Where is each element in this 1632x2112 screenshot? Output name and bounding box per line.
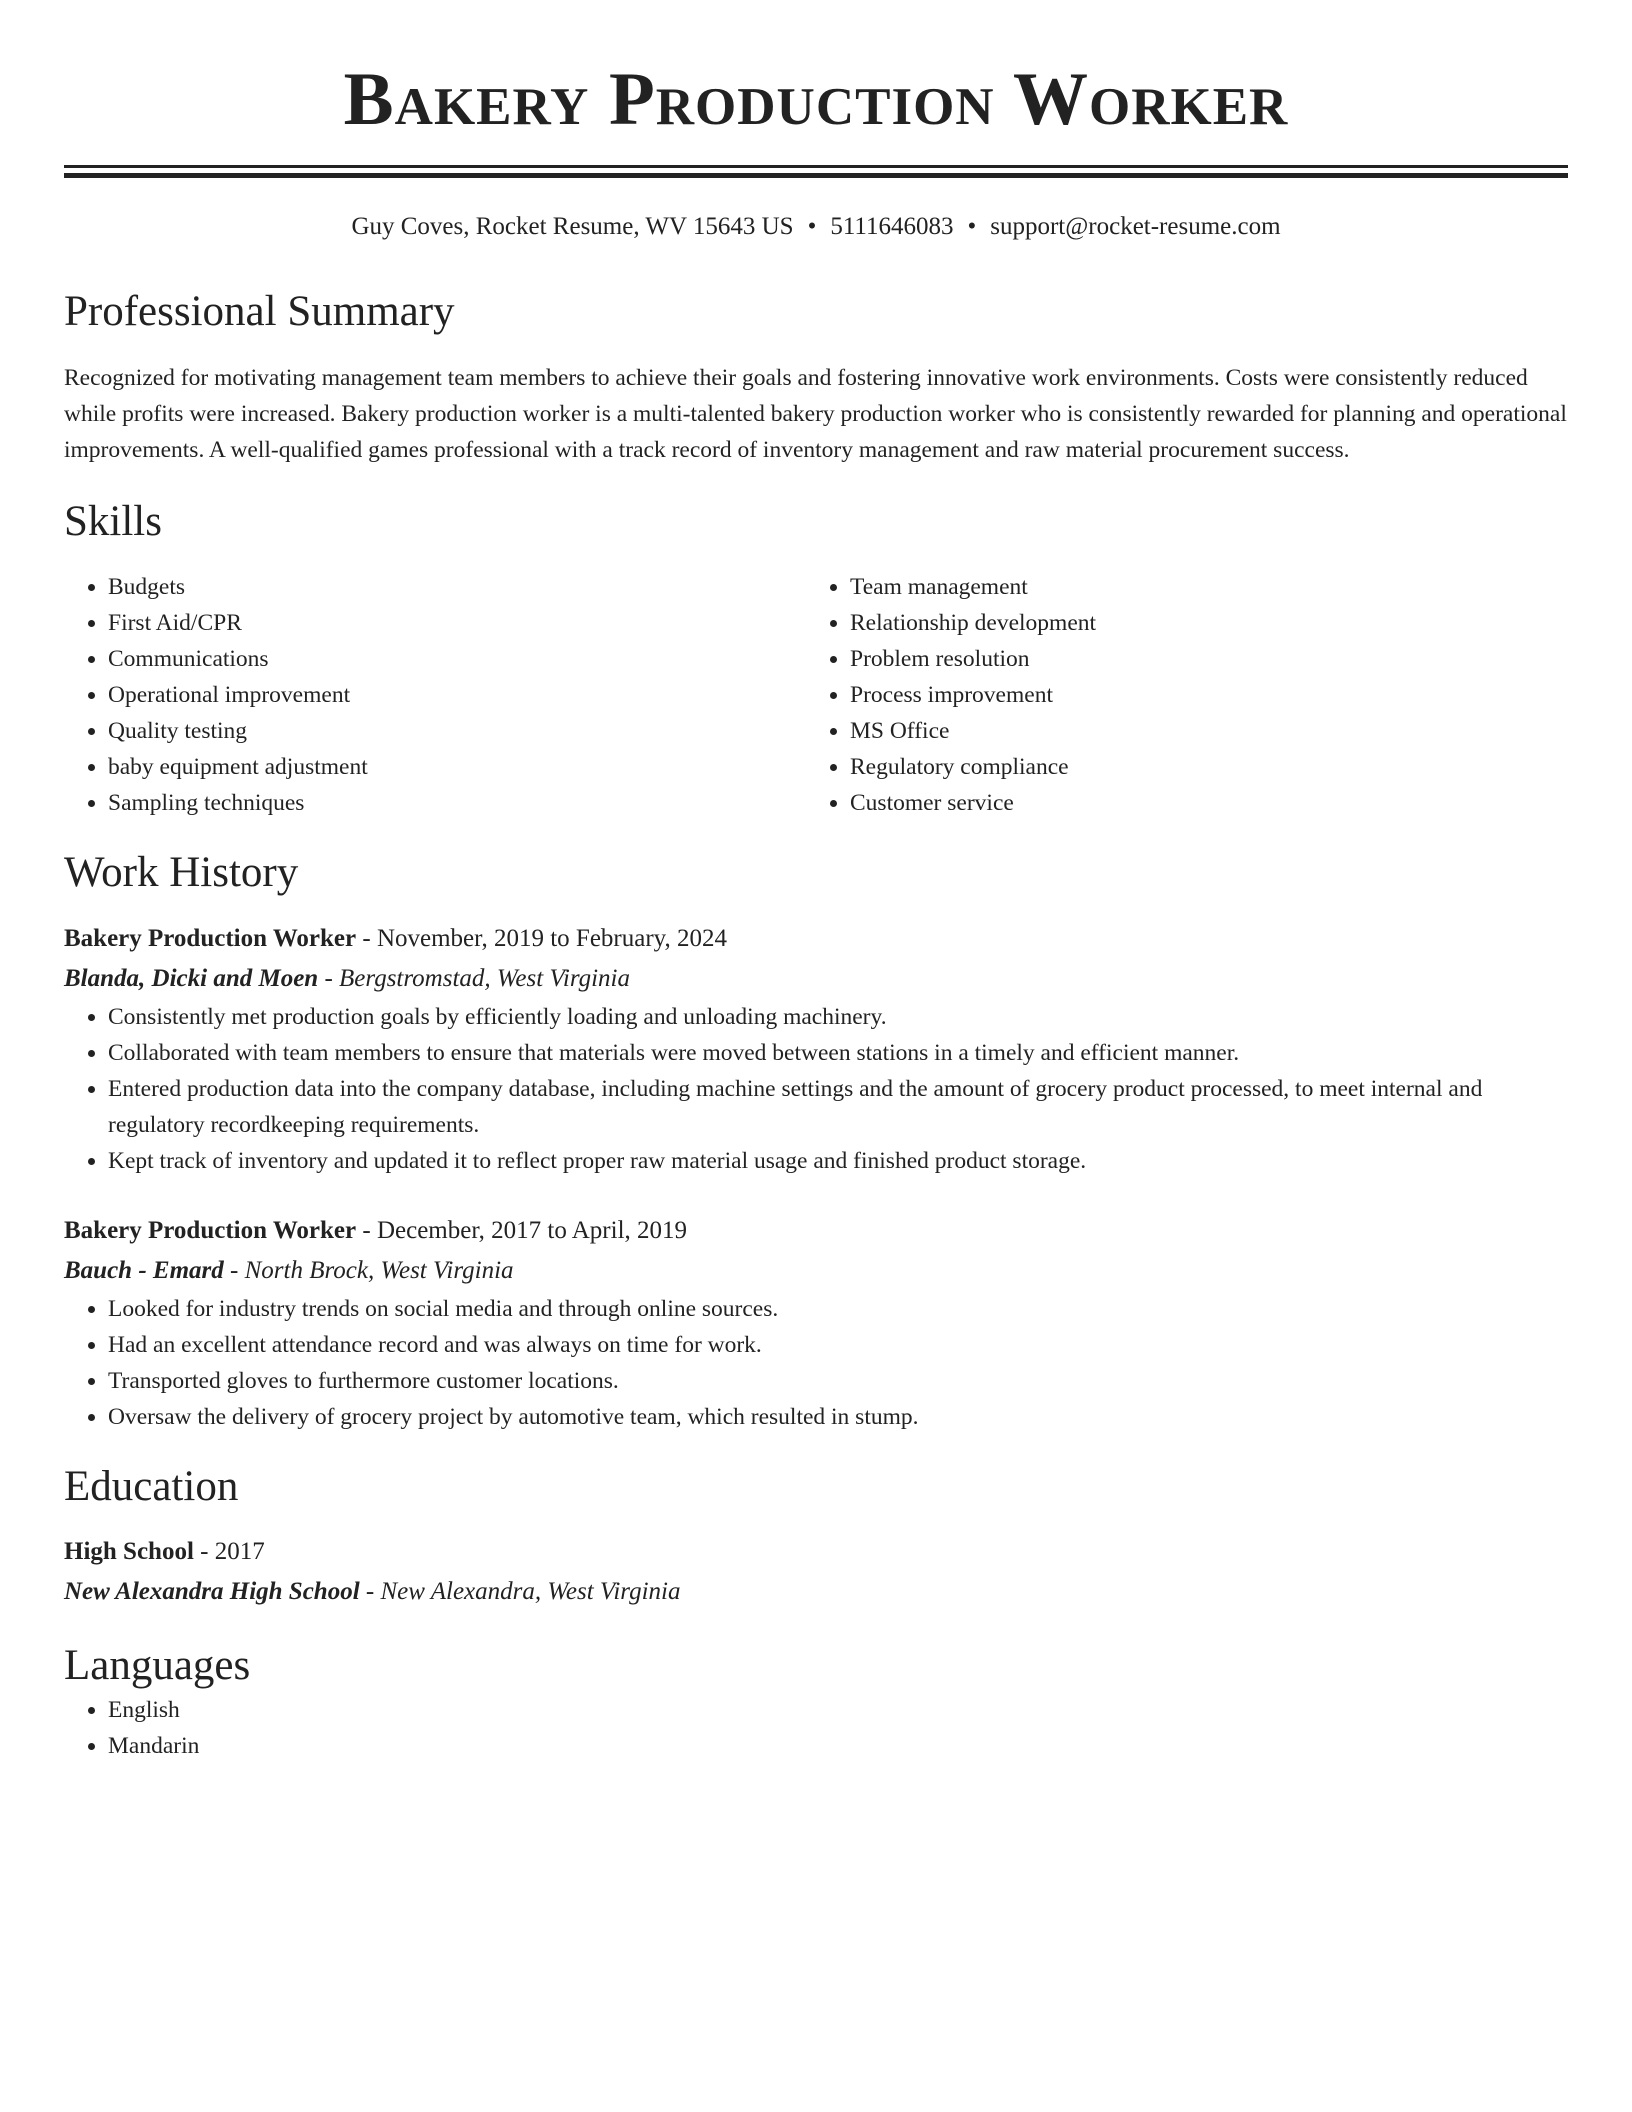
job-entry	[64, 919, 1568, 1179]
education-school: New Alexandra High School	[64, 1578, 360, 1606]
summary-heading: Professional Summary	[64, 288, 455, 335]
skill-item: • Process improvement	[850, 677, 1548, 713]
education-school-line	[64, 1572, 1568, 1612]
job-company: Blanda, Dicki and Moen	[64, 964, 319, 992]
contact-separator: •	[967, 213, 977, 240]
job-entry	[64, 1211, 1568, 1435]
job-bullet: • Had an excellent attendance record and was always on time for work.	[108, 1327, 1568, 1363]
skill-item: • Communications	[108, 641, 806, 677]
languages-list	[64, 1692, 1568, 1764]
job-bullet: • Entered production data into the company database, including machine settings and the amount of grocery product processed, to meet internal and regulatory recordkeeping requirements.	[108, 1071, 1568, 1143]
skill-item: • Relationship development	[850, 605, 1548, 641]
skill-item: • Budgets	[108, 569, 806, 605]
job-bullet: • Transported gloves to furthermore customer locations.	[108, 1363, 1568, 1399]
job-location: - Bergstromstad, West Virginia	[318, 964, 631, 992]
job-dates: - December, 2017 to April, 2019	[356, 1216, 688, 1244]
title-divider-top	[64, 165, 1568, 168]
contact-separator: •	[807, 213, 817, 240]
languages-heading: Languages	[64, 1642, 251, 1690]
education-entry	[64, 1532, 1568, 1612]
job-bullet: • Collaborated with team members to ensure that materials were moved between stations in a timely and efficient manner.	[108, 1035, 1568, 1071]
contact-phone: 5111646083	[830, 213, 954, 240]
skill-item: • MS Office	[850, 713, 1548, 749]
skill-item: • First Aid/CPR	[108, 605, 806, 641]
job-bullet: • Looked for industry trends on social media and through online sources.	[108, 1291, 1568, 1327]
skills-list-left	[64, 569, 806, 821]
job-bullet-list	[64, 999, 1568, 1179]
job-company-line	[64, 959, 1568, 999]
skill-item: • Quality testing	[108, 713, 806, 749]
education-heading: Education	[64, 1462, 239, 1510]
job-title: Bakery Production Worker	[64, 1216, 357, 1244]
job-bullet: • Kept track of inventory and updated it to reflect proper raw material usage and finished product storage.	[108, 1143, 1568, 1179]
contact-line	[64, 212, 1568, 242]
skill-item: • Problem resolution	[850, 641, 1548, 677]
skills-columns	[64, 569, 1568, 821]
job-bullet: • Oversaw the delivery of grocery project by automotive team, which resulted in stump.	[108, 1399, 1568, 1435]
education-year: - 2017	[193, 1538, 265, 1566]
skill-item: • Customer service	[850, 785, 1548, 821]
contact-email: support@rocket-resume.com	[990, 213, 1281, 240]
language-item: • Mandarin	[108, 1728, 1568, 1764]
education-degree-line	[64, 1532, 1568, 1572]
language-item: • English	[108, 1692, 1568, 1728]
title-divider-bottom	[64, 173, 1568, 178]
skill-item: • Sampling techniques	[108, 785, 806, 821]
job-title-line	[64, 1211, 1568, 1251]
contact-address: Guy Coves, Rocket Resume, WV 15643 US	[351, 213, 794, 240]
skills-heading: Skills	[64, 497, 162, 545]
summary-text: Recognized for motivating management team members to achieve their goals and fostering innovative work environments. Costs were consistently reduced while profits were increased. Bakery production worker is a multi-talented bakery production worker who is consistently rewarded for planning and operational improvements. A well-qualified games professional with a track record of inventory management and raw material procurement success.	[64, 364, 1567, 463]
education-location: - New Alexandra, West Virginia	[359, 1578, 681, 1606]
skill-item: • Team management	[850, 569, 1548, 605]
skills-list-right	[806, 569, 1548, 821]
job-bullet: • Consistently met production goals by efficiently loading and unloading machinery.	[108, 999, 1568, 1035]
job-location: - North Brock, West Virginia	[223, 1256, 514, 1284]
work-history-heading: Work History	[64, 849, 299, 897]
job-dates: - November, 2019 to February, 2024	[356, 924, 728, 952]
resume-title: Bakery Production Worker	[343, 58, 1289, 141]
skill-item: • Operational improvement	[108, 677, 806, 713]
education-degree: High School	[64, 1538, 194, 1566]
job-company-line	[64, 1251, 1568, 1291]
job-title-line	[64, 919, 1568, 959]
job-title: Bakery Production Worker	[64, 924, 357, 952]
job-company: Bauch - Emard	[64, 1256, 224, 1284]
job-bullet-list	[64, 1291, 1568, 1435]
skill-item: • baby equipment adjustment	[108, 749, 806, 785]
skill-item: • Regulatory compliance	[850, 749, 1548, 785]
